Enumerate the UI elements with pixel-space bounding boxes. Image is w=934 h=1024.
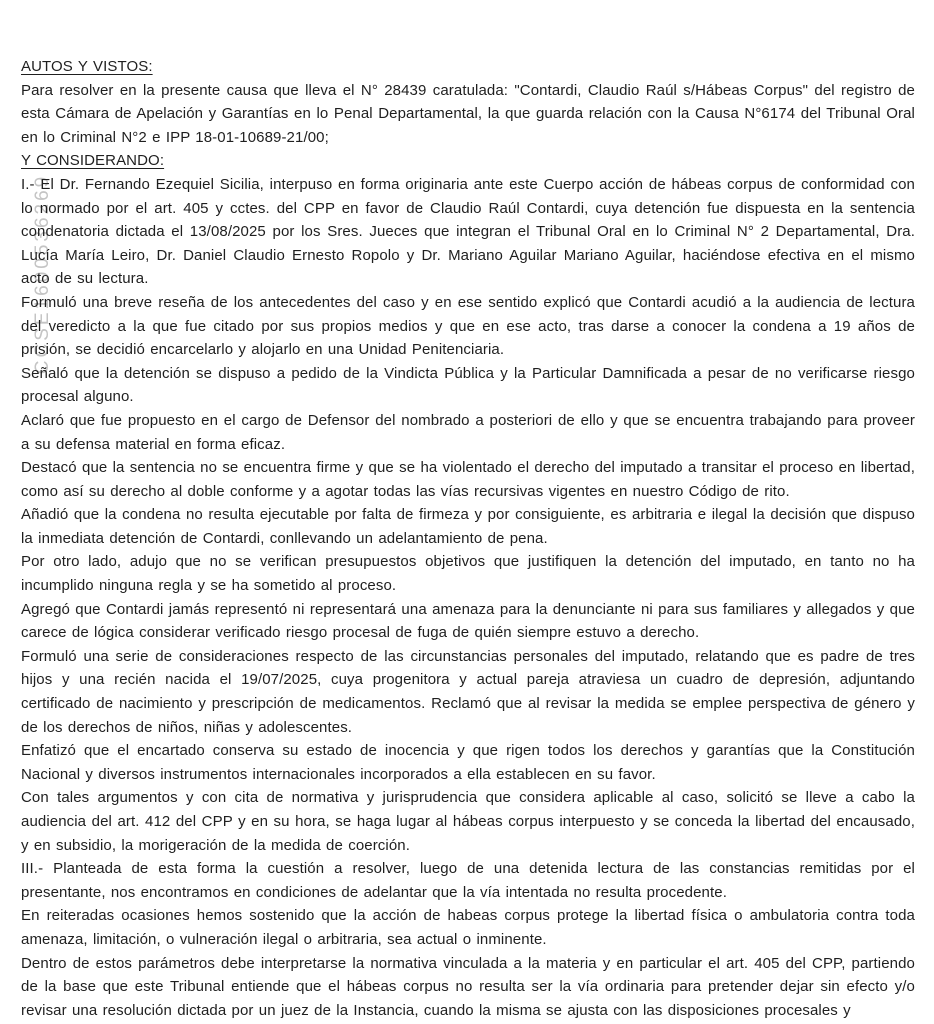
paragraph: En reiteradas ocasiones hemos sostenido que la acción de habeas corpus protege la libertad física o ambulatoria contra toda amenaza, limitación, o vulneración ilegal o arbitraria, sea actual o inminente. xyxy=(21,907,915,948)
paragraph: Para resolver en la presente causa que lleva el N° 28439 caratulada: "Contardi, Claudio Raúl s/Hábeas Corpus" del registro de esta Cámara de Apelación y Garantías en lo Penal Departamental, la que guarda relación con la Causa N°6174 del Tribunal Oral en lo Criminal N°2 e IPP 18-01-10689-21/00; xyxy=(21,81,915,146)
document-body xyxy=(21,55,915,1022)
paragraph: Formuló una breve reseña de los antecedentes del caso y en ese sentido explicó que Contardi acudió a la audiencia de lectura del veredicto a la que fue citado por sus propios medios y que en ese acto, tras darse a conocer la condena a 19 años de prisión, se decidió encarcelarlo y alojarlo en una Unidad Penitenciaria. xyxy=(21,293,915,359)
paragraph: III.- Planteada de esta forma la cuestión a resolver, luego de una detenida lectura de las constancias remitidas por el presentante, nos encontramos en condiciones de adelantar que la vía intentada no resulta procedente. xyxy=(21,860,915,901)
paragraph: Enfatizó que el encartado conserva su estado de inocencia y que rigen todos los derechos y garantías que la Constitución Nacional y diversos instrumentos internacionales incorporados a ella establecen en su favor. xyxy=(21,742,915,783)
paragraph: Formuló una serie de consideraciones respecto de las circunstancias personales del imputado, relatando que es padre de tres hijos y una recién nacida el 19/07/2025, cuya progenitora y actual pareja atraviesa un cuadro de depresión, adjuntando certificado de nacimiento y prescripción de medicamentos. Reclamó que al revisar la medida se emplee perspectiva de género y de los derechos de niños, niñas y adolescentes. xyxy=(21,647,915,736)
paragraph: Agregó que Contardi jamás representó ni representará una amenaza para la denunciante ni para sus familiares y allegados y que carece de lógica considerar verificado riesgo procesal de fuga de quién siempre estuvo a derecho. xyxy=(21,600,915,642)
paragraph: Con tales argumentos y con cita de normativa y jurisprudencia que considera aplicable al caso, solicitó se lleve a cabo la audiencia del art. 412 del CPP y en su hora, se haga lugar al hábeas corpus interpuesto y se conceda la libertad del encausado, y en subsidio, la morigeración de la medida de coerción. xyxy=(21,789,915,854)
paragraph: Aclaró que fue propuesto en el cargo de Defensor del nombrado a posteriori de ello y que se encuentra trabajando para proveer a su defensa material en forma eficaz. xyxy=(21,411,915,453)
section-heading: Y CONSIDERANDO: xyxy=(21,152,165,170)
paragraph: Dentro de estos parámetros debe interpretarse la normativa vinculada a la materia y en particular el art. 405 del CPP, partiendo de la base que este Tribunal entiende que el hábeas corpus no resulta ser la vía ordinaria para pretender dejar sin efecto y/o revisar una resolución dictada por un juez de la Instancia, cuando la misma se ajusta con las disposiciones procesales y xyxy=(21,954,915,1019)
paragraph: I.- El Dr. Fernando Ezequiel Sicilia, interpuso en forma originaria ante este Cuerpo acción de hábeas corpus de conformidad con lo normado por el art. 405 y cctes. del CPP en favor de Claudio Raúl Contardi, cuya detención fue dispuesta en la sentencia condenatoria dictada el 13/08/2025 por los Sres. Jueces que integran el Tribunal Oral en lo Criminal N° 2 Departamental, Dra. Lucía María Leiro, Dr. Daniel Claudio Ernesto Ropolo y Dr. Mariano Aguilar Mariano Aguilar, haciéndose efectiva en el mismo acto de su lectura. xyxy=(21,175,915,288)
paragraph: Añadió que la condena no resulta ejecutable por falta de firmeza y por consiguiente, es arbitraria e ilegal la decisión que dispuso la inmediata detención de Contardi, conllevando un adelantamiento de pena. xyxy=(21,506,915,547)
paragraph: Señaló que la detención se dispuso a pedido de la Vindicta Pública y la Particular Damnificada a pesar de no verificarse riesgo procesal alguno. xyxy=(21,364,915,406)
watermark-text: CCSE1600536269 xyxy=(32,173,53,375)
section-heading: AUTOS Y VISTOS: xyxy=(21,58,153,75)
paragraph: Destacó que la sentencia no se encuentra firme y que se ha violentado el derecho del imputado a transitar el proceso en libertad, como así su derecho al doble conforme y a agotar todas las vías recursivas vigentes en nuestro Código de rito. xyxy=(21,459,915,500)
paragraph: Por otro lado, adujo que no se verifican presupuestos objetivos que justifiquen la detención del imputado, en tanto no ha incumplido ninguna regla y se ha sometido al proceso. xyxy=(21,553,915,595)
